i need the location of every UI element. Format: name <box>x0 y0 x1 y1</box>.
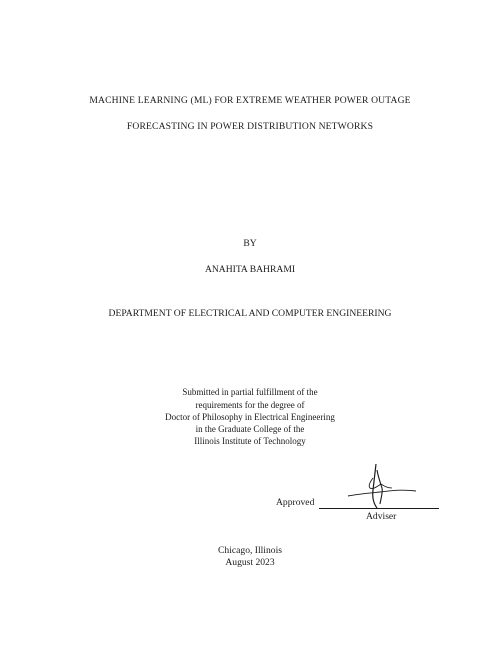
thesis-title-line-1: MACHINE LEARNING (ML) FOR EXTREME WEATHER POWER OUTAGE <box>89 95 411 106</box>
thesis-title-line-2: FORECASTING IN POWER DISTRIBUTION NETWORKS <box>126 121 374 132</box>
department-name: DEPARTMENT OF ELECTRICAL AND COMPUTER ENGINEERING <box>108 308 392 319</box>
signature-line <box>319 508 439 509</box>
by-label: BY <box>243 238 257 249</box>
location: Chicago, Illinois <box>218 545 282 556</box>
author-name: ANAHITA BAHRAMI <box>204 264 296 275</box>
submission-line-1: Submitted in partial fulfillment of the <box>182 387 318 397</box>
submission-date: August 2023 <box>225 557 275 568</box>
submission-line-5: Illinois Institute of Technology <box>194 436 306 446</box>
approval-block <box>276 496 446 526</box>
approved-label: Approved <box>276 497 315 508</box>
submission-line-2: requirements for the degree of <box>195 400 305 410</box>
adviser-label: Adviser <box>366 511 397 522</box>
submission-line-4: in the Graduate College of the <box>195 424 305 434</box>
submission-line-3: Doctor of Philosophy in Electrical Engineering <box>165 412 335 422</box>
